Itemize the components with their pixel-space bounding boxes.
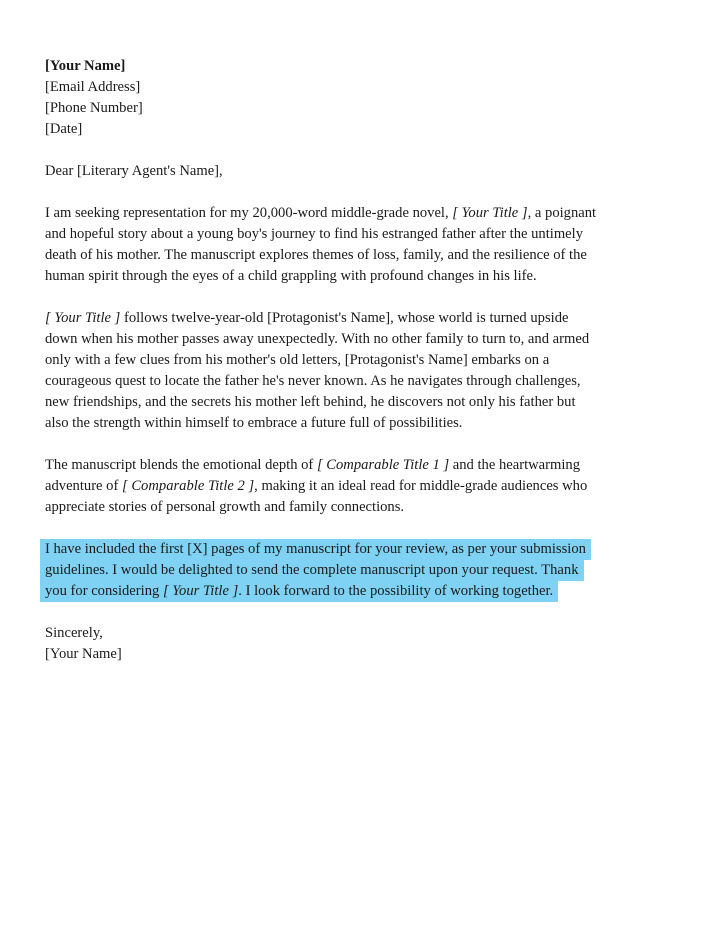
paragraph-comparables	[45, 455, 675, 518]
highlighted-line[interactable]: guidelines. I would be delighted to send the complete manuscript upon your request. Thank	[40, 560, 584, 581]
signature-name: [Your Name]	[45, 646, 122, 662]
paragraph-line: only with a few clues from his mother's old letters, [Protagonist's Name] embarks on a	[45, 352, 550, 368]
text-run: I am seeking representation for my 20,000-word middle-grade novel,	[45, 205, 453, 221]
paragraph-line: death of his mother. The manuscript explores themes of loss, family, and the resilience of the	[45, 247, 587, 263]
title-placeholder: [ Your Title ]	[452, 205, 528, 221]
highlighted-line[interactable]: I have included the first [X] pages of my manuscript for your review, as per your submission	[40, 539, 591, 560]
paragraph-line: new friendships, and the secrets his mother left behind, he discovers not only his father but	[45, 394, 576, 410]
paragraph-line: human spirit through the eyes of a child grappling with profound changes in his life.	[45, 268, 537, 284]
title-placeholder: [ Your Title ]	[162, 583, 239, 599]
title-placeholder: [ Your Title ]	[45, 310, 121, 326]
sender-info	[45, 56, 675, 140]
paragraph-line: down when his mother passes away unexpectedly. With no other family to turn to, and armed	[45, 331, 590, 347]
paragraph-line	[45, 455, 675, 476]
paragraph-line: courageous quest to locate the father he's never known. As he navigates through challenges,	[45, 373, 581, 389]
closing-block	[45, 623, 675, 665]
paragraph-submission-highlighted[interactable]	[40, 539, 675, 602]
letter-date: [Date]	[45, 121, 83, 137]
sender-phone: [Phone Number]	[45, 100, 143, 116]
text-run: . I look forward to the possibility of working together.	[238, 583, 554, 599]
text-run: The manuscript blends the emotional depth of	[45, 457, 317, 473]
salutation: Dear [Literary Agent's Name],	[45, 163, 223, 179]
text-run: you for considering	[45, 583, 163, 599]
sender-name: [Your Name]	[45, 58, 126, 74]
text-run: follows twelve-year-old [Protagonist's Name], whose world is turned upside	[120, 310, 569, 326]
cover-letter	[45, 56, 675, 665]
paragraph-line: appreciate stories of personal growth and family connections.	[45, 499, 405, 515]
highlighted-line[interactable]	[40, 581, 558, 602]
text-run: , a poignant	[527, 205, 597, 221]
sender-email: [Email Address]	[45, 79, 141, 95]
paragraph-line	[45, 476, 675, 497]
comparable-title-2: [ Comparable Title 2 ]	[122, 478, 255, 494]
paragraph-line	[45, 203, 675, 224]
signoff: Sincerely,	[45, 625, 103, 641]
paragraph-synopsis	[45, 308, 675, 434]
paragraph-line: and hopeful story about a young boy's journey to find his estranged father after the untimely	[45, 226, 584, 242]
paragraph-line	[45, 308, 675, 329]
text-run: , making it an ideal read for middle-grade audiences who	[254, 478, 588, 494]
paragraph-line: also the strength within himself to embrace a future full of possibilities.	[45, 415, 463, 431]
text-run: adventure of	[45, 478, 122, 494]
paragraph-introduction	[45, 203, 675, 287]
comparable-title-1: [ Comparable Title 1 ]	[316, 457, 450, 473]
text-run: and the heartwarming	[449, 457, 581, 473]
